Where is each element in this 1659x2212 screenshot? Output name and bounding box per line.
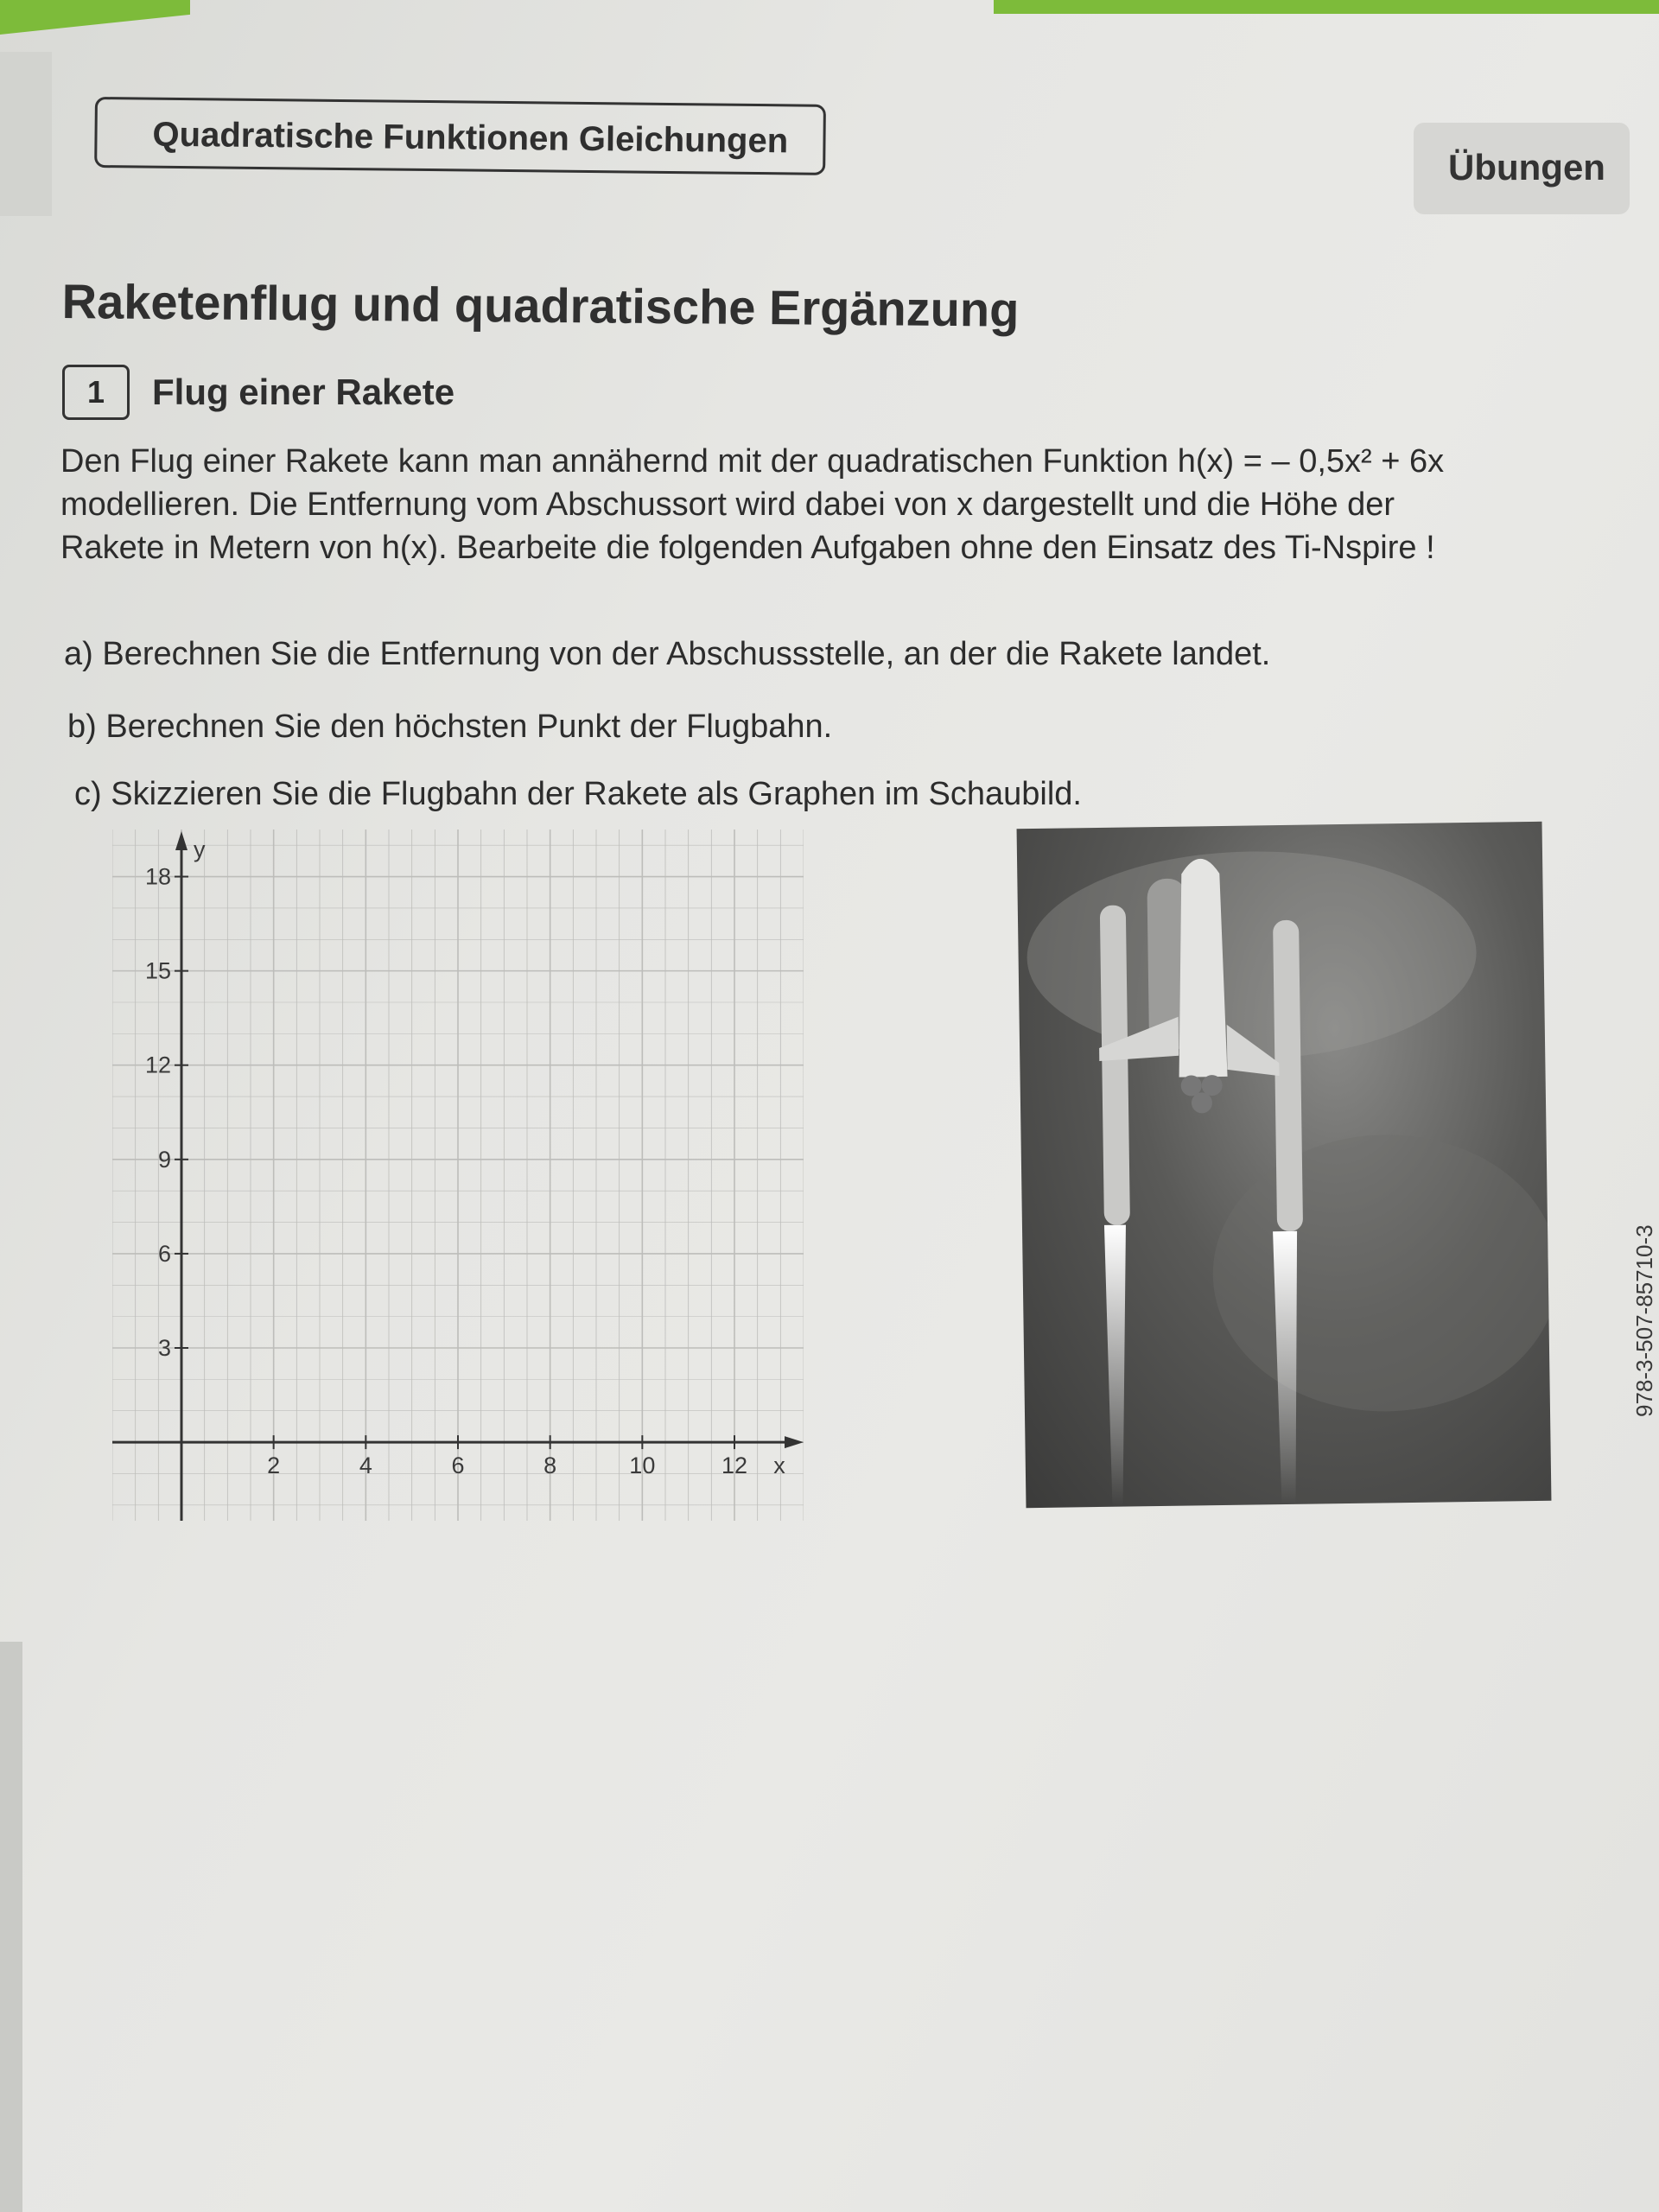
task-paragraph-line: Den Flug einer Rakete kann man annähernd mit der quadratischen Funktion h(x) = – 0,5x² + 6x [60, 443, 1445, 480]
rocket-photo [1017, 822, 1552, 1508]
y-tick-label: 18 [144, 863, 171, 890]
green-page-edge [994, 0, 1659, 14]
x-tick-label: 6 [451, 1452, 465, 1479]
task-item-label: b) [67, 709, 97, 745]
x-tick-label: 4 [359, 1452, 372, 1479]
orbiter-body [1176, 858, 1228, 1077]
y-axis-label: y [194, 836, 206, 862]
paper-shadow [0, 52, 52, 216]
y-tick-label: 15 [144, 957, 171, 984]
main-heading: Raketenflug und quadratische Ergänzung [61, 273, 1020, 337]
task-item-text: Skizzieren Sie die Flugbahn der Rakete als Graphen im Schaubild. [111, 776, 1082, 812]
left-exhaust-plume [1104, 1225, 1130, 1507]
task-paragraph-line: Rakete in Metern von h(x). Bearbeite die folgenden Aufgaben ohne den Einsatz des Ti-Nspire ! [60, 530, 1435, 566]
header-box [94, 97, 826, 175]
task-paragraph-line: modellieren. Die Entfernung vom Abschussort wird dabei von x dargestellt und die Höhe der [60, 486, 1395, 523]
task-title: Flug einer Rakete [152, 372, 455, 412]
task-number: 1 [62, 365, 130, 420]
header-title: Quadratische Funktionen Gleichungen [152, 115, 789, 161]
y-tick-label: 9 [157, 1146, 171, 1173]
isbn-code: 978-3-507-85710-3 [1631, 1224, 1657, 1417]
green-corner [0, 0, 190, 35]
underlying-page-edge [0, 1642, 22, 2212]
task-item-a [64, 636, 1270, 673]
y-tick-label: 12 [144, 1052, 171, 1078]
space-shuttle-image [1017, 822, 1552, 1508]
task-item-text: Berechnen Sie den höchsten Punkt der Flugbahn. [105, 709, 833, 745]
x-axis-label: x [773, 1452, 785, 1479]
x-tick-label: 10 [629, 1452, 656, 1479]
uebungen-badge [1414, 123, 1630, 214]
x-tick-label: 8 [543, 1452, 557, 1479]
y-tick-label: 3 [157, 1335, 171, 1361]
x-tick-label: 12 [721, 1452, 748, 1479]
task-item-b [67, 709, 832, 746]
y-axis-arrow [175, 831, 188, 850]
uebungen-label: Übungen [1448, 147, 1605, 188]
coordinate-grid [112, 830, 804, 1521]
task-item-label: c) [74, 776, 102, 812]
task-item-text: Berechnen Sie die Entfernung von der Abschussstelle, an der die Rakete landet. [102, 636, 1271, 672]
x-tick-label: 2 [267, 1452, 281, 1479]
task-item-c [74, 776, 1082, 813]
left-booster [1100, 906, 1130, 1225]
task-item-label: a) [64, 636, 93, 672]
x-axis-arrow [785, 1436, 804, 1448]
right-booster [1273, 920, 1303, 1231]
y-tick-label: 6 [157, 1240, 171, 1267]
